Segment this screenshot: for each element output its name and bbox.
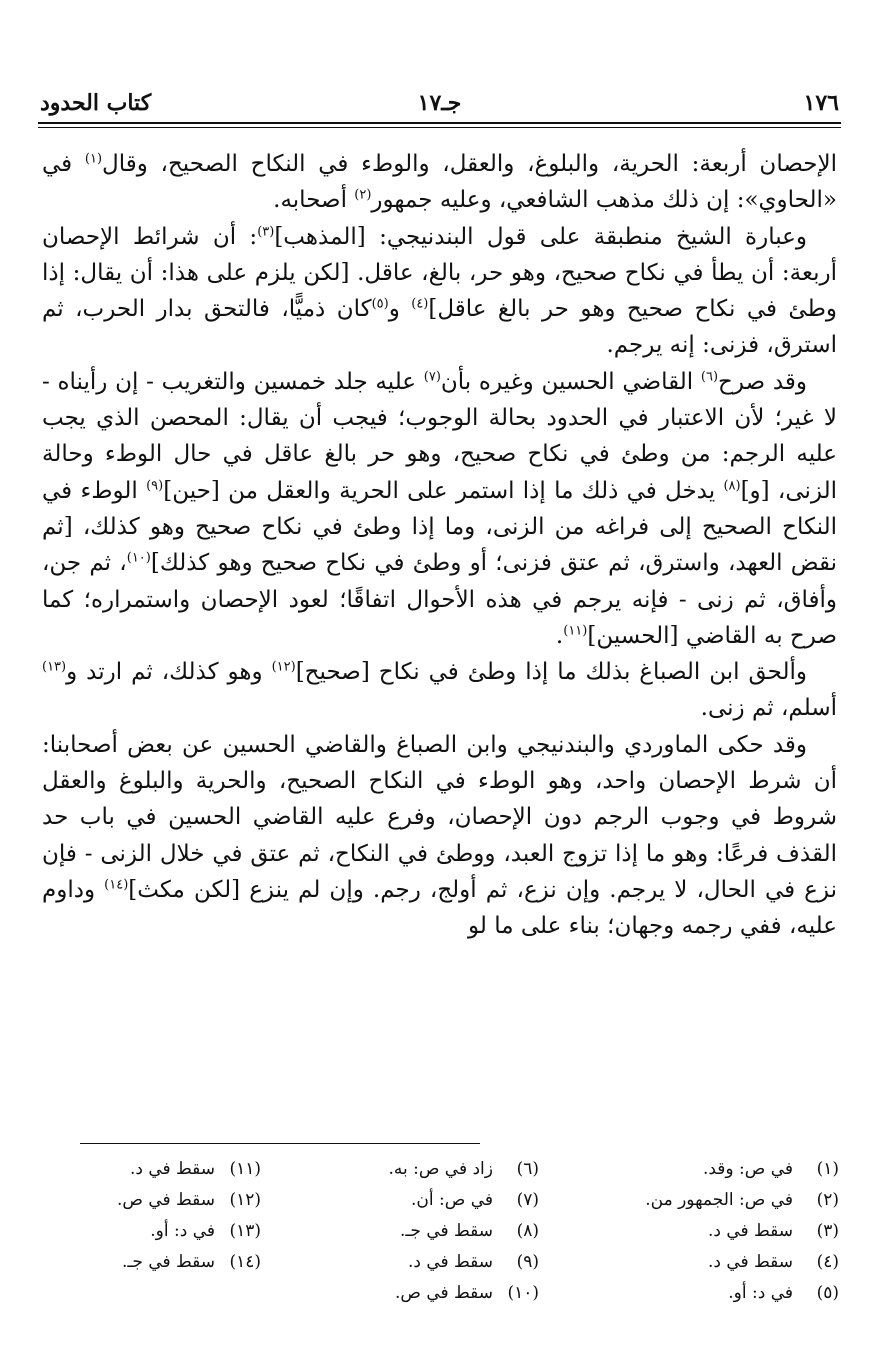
footnote bbox=[289, 1216, 539, 1247]
footnote-text: سقط في ص. bbox=[116, 1190, 215, 1210]
footnote-separator bbox=[80, 1143, 480, 1144]
footnote-number: (٨) bbox=[516, 1221, 539, 1241]
footnote-marker: (١٠) bbox=[126, 550, 151, 566]
footnote-number: (١٣) bbox=[229, 1221, 261, 1241]
footnote-text: سقط في د. bbox=[129, 1159, 215, 1179]
footnote bbox=[41, 1247, 261, 1278]
footnote-marker: (٤) bbox=[411, 296, 429, 312]
text-run: الإحصان أربعة: الحرية، والبلوغ، والعقل، والوطء في النكاح الصحيح، وقال bbox=[102, 151, 837, 177]
paragraph bbox=[42, 146, 837, 219]
volume-label: جـ١٧ bbox=[417, 90, 462, 116]
footnote-column-3 bbox=[41, 1154, 261, 1278]
footnote-marker: (٥) bbox=[371, 296, 389, 312]
footnote-number: (١٠) bbox=[507, 1283, 539, 1303]
footnote-text: في ص: الجمهور من. bbox=[645, 1190, 793, 1210]
footnote bbox=[41, 1154, 261, 1185]
footnote-text: زاد في ص: به. bbox=[388, 1159, 493, 1179]
footnote-marker: (١٤) bbox=[104, 877, 129, 893]
text-run: وداوم عليه، ففي رجمه وجهان؛ بناء على ما لو bbox=[42, 876, 837, 940]
footnote-marker: (٢) bbox=[354, 187, 372, 203]
footnote-text: سقط في د. bbox=[707, 1252, 793, 1272]
footnote-column-2 bbox=[289, 1154, 539, 1309]
footnote-number: (١٤) bbox=[229, 1252, 261, 1272]
header-rule-thin bbox=[38, 127, 841, 128]
footnote-text: سقط في جـ. bbox=[122, 1252, 215, 1272]
text-run: وقد صرح bbox=[718, 368, 808, 395]
paragraph bbox=[42, 219, 837, 364]
footnote-number: (٩) bbox=[516, 1252, 539, 1272]
footnote-marker: (١٣) bbox=[42, 659, 67, 675]
text-run: الوطء في النكاح الصحيح إلى فراغه من الزنى، وما إذا وطئ في نكاح صحيح وهو كذلك، [ثم نقض العهد، واسترق، ثم عتق فزنى؛ أو وطئ في نكاح صحيح وهو كذلك] bbox=[42, 477, 837, 577]
footnote bbox=[559, 1216, 839, 1247]
footnote-text: سقط في د. bbox=[407, 1252, 493, 1272]
footnote-number: (٦) bbox=[516, 1159, 539, 1179]
text-run: ، ثم جن، وأفاق، ثم زنى - فإنه يرجم في هذه الأحوال اتفاقًا؛ لعود الإحصان واستمراره؛ كما صرح به القاضي [الحسين] bbox=[42, 550, 837, 649]
page-number: ١٧٦ bbox=[803, 90, 839, 116]
book-title: كتاب الحدود bbox=[40, 90, 152, 116]
footnote bbox=[559, 1247, 839, 1278]
text-run: : أن شرائط الإحصان أربعة: أن يطأ في نكاح صحيح، وهو حر، بالغ، عاقل. [لكن يلزم على هذا: أن يقال: إذا وطئ في نكاح صحيح وهو حر بالغ عاقل] bbox=[42, 223, 837, 323]
footnote bbox=[559, 1278, 839, 1309]
footnote bbox=[289, 1278, 539, 1309]
footnote-number: (١٢) bbox=[229, 1190, 261, 1210]
text-run: عليه جلد خمسين والتغريب - إن رأيناه - لا غير؛ لأن الاعتبار في الحدود بحالة الوجوب؛ فيجب أن يقال: المحصن الذي يجب عليه الرجم: من وطئ في نكاح صحيح، وهو حر بالغ عاقل في حال الوطء وحالة الزنى، [و] bbox=[42, 368, 837, 504]
header-rule-thick bbox=[38, 122, 841, 124]
footnote-marker: (٦) bbox=[700, 369, 719, 385]
footnote-marker: (١١) bbox=[563, 623, 588, 639]
text-run: و bbox=[388, 296, 412, 323]
footnote-marker: (٧) bbox=[423, 369, 441, 385]
footnote-marker: (٣) bbox=[257, 223, 275, 239]
footnote-marker: (١) bbox=[84, 151, 103, 167]
footnote-text: في د: أو. bbox=[150, 1221, 215, 1241]
paragraph bbox=[42, 727, 837, 945]
footnote bbox=[289, 1185, 539, 1216]
footnote-text: سقط في ص. bbox=[394, 1283, 493, 1303]
footnote-column-1 bbox=[559, 1154, 839, 1309]
footnote-number: (٣) bbox=[816, 1221, 839, 1241]
footnote-marker: (٨) bbox=[723, 478, 741, 494]
text-run: . bbox=[555, 622, 564, 649]
footnote-number: (٢) bbox=[816, 1190, 839, 1210]
text-run: أسلم، ثم زنى. bbox=[700, 695, 837, 722]
text-run: وهو كذلك، ثم ارتد و bbox=[66, 659, 272, 686]
footnote-number: (٤) bbox=[816, 1252, 839, 1272]
footnote bbox=[289, 1247, 539, 1278]
footnote-number: (١١) bbox=[229, 1159, 261, 1179]
text-run: وألحق ابن الصباغ بذلك ما إذا وطئ في نكاح [صحيح] bbox=[295, 659, 808, 686]
footnote-marker: (٩) bbox=[146, 478, 164, 494]
footnote-text: في د: أو. bbox=[728, 1283, 793, 1303]
text-run: وعبارة الشيخ منطبقة على قول البندنيجي: [المذهب] bbox=[274, 223, 807, 250]
footnote-text: في ص: أن. bbox=[411, 1190, 493, 1210]
text-run: يدخل في ذلك ما إذا استمر على الحرية والعقل من [حين] bbox=[163, 477, 724, 504]
footnote-text: في ص: وقد. bbox=[702, 1159, 793, 1179]
footnote bbox=[289, 1154, 539, 1185]
footnote-number: (٧) bbox=[516, 1190, 539, 1210]
paragraph bbox=[42, 364, 837, 654]
footnote-number: (٥) bbox=[816, 1283, 839, 1303]
text-run: وقد حكى الماوردي والبندنيجي وابن الصباغ والقاضي الحسين عن بعض أصحابنا: أن شرط الإحصان واحد، وهو الوطء في النكاح الصحيح، والحرية والبلوغ والعقل شروط في وجوب الرجم دون الإحصان، وفرع عليه القاضي الحسين في باب حد القذف فرعًا: وهو ما إذا تزوج العبد، ووطئ في النكاح، ثم عتق في خلال الزنى - فإن نزع في الحال، لا يرجم. وإن نزع، ثم أولج، رجم. وإن لم ينزع [لكن مكث] bbox=[42, 731, 837, 903]
text-run: كان ذميًّا، فالتحق بدار الحرب، ثم استرق، فزنى: إنه يرجم. bbox=[42, 296, 837, 359]
text-run: القاضي الحسين وغيره بأن bbox=[440, 368, 701, 395]
main-text bbox=[42, 146, 837, 945]
footnote bbox=[559, 1154, 839, 1185]
footnote bbox=[559, 1185, 839, 1216]
footnote bbox=[41, 1185, 261, 1216]
footnote-marker: (١٢) bbox=[271, 659, 296, 675]
text-run: أصحابه. bbox=[273, 187, 355, 214]
footnote-text: سقط في جـ. bbox=[400, 1221, 493, 1241]
footnotes bbox=[40, 1154, 839, 1314]
footnote-number: (١) bbox=[816, 1159, 839, 1179]
paragraph bbox=[42, 654, 837, 727]
text-run: في «الحاوي»: إن ذلك مذهب الشافعي، وعليه جمهور bbox=[42, 151, 837, 214]
footnote-text: سقط في د. bbox=[707, 1221, 793, 1241]
footnote bbox=[41, 1216, 261, 1247]
page-header bbox=[40, 88, 839, 118]
